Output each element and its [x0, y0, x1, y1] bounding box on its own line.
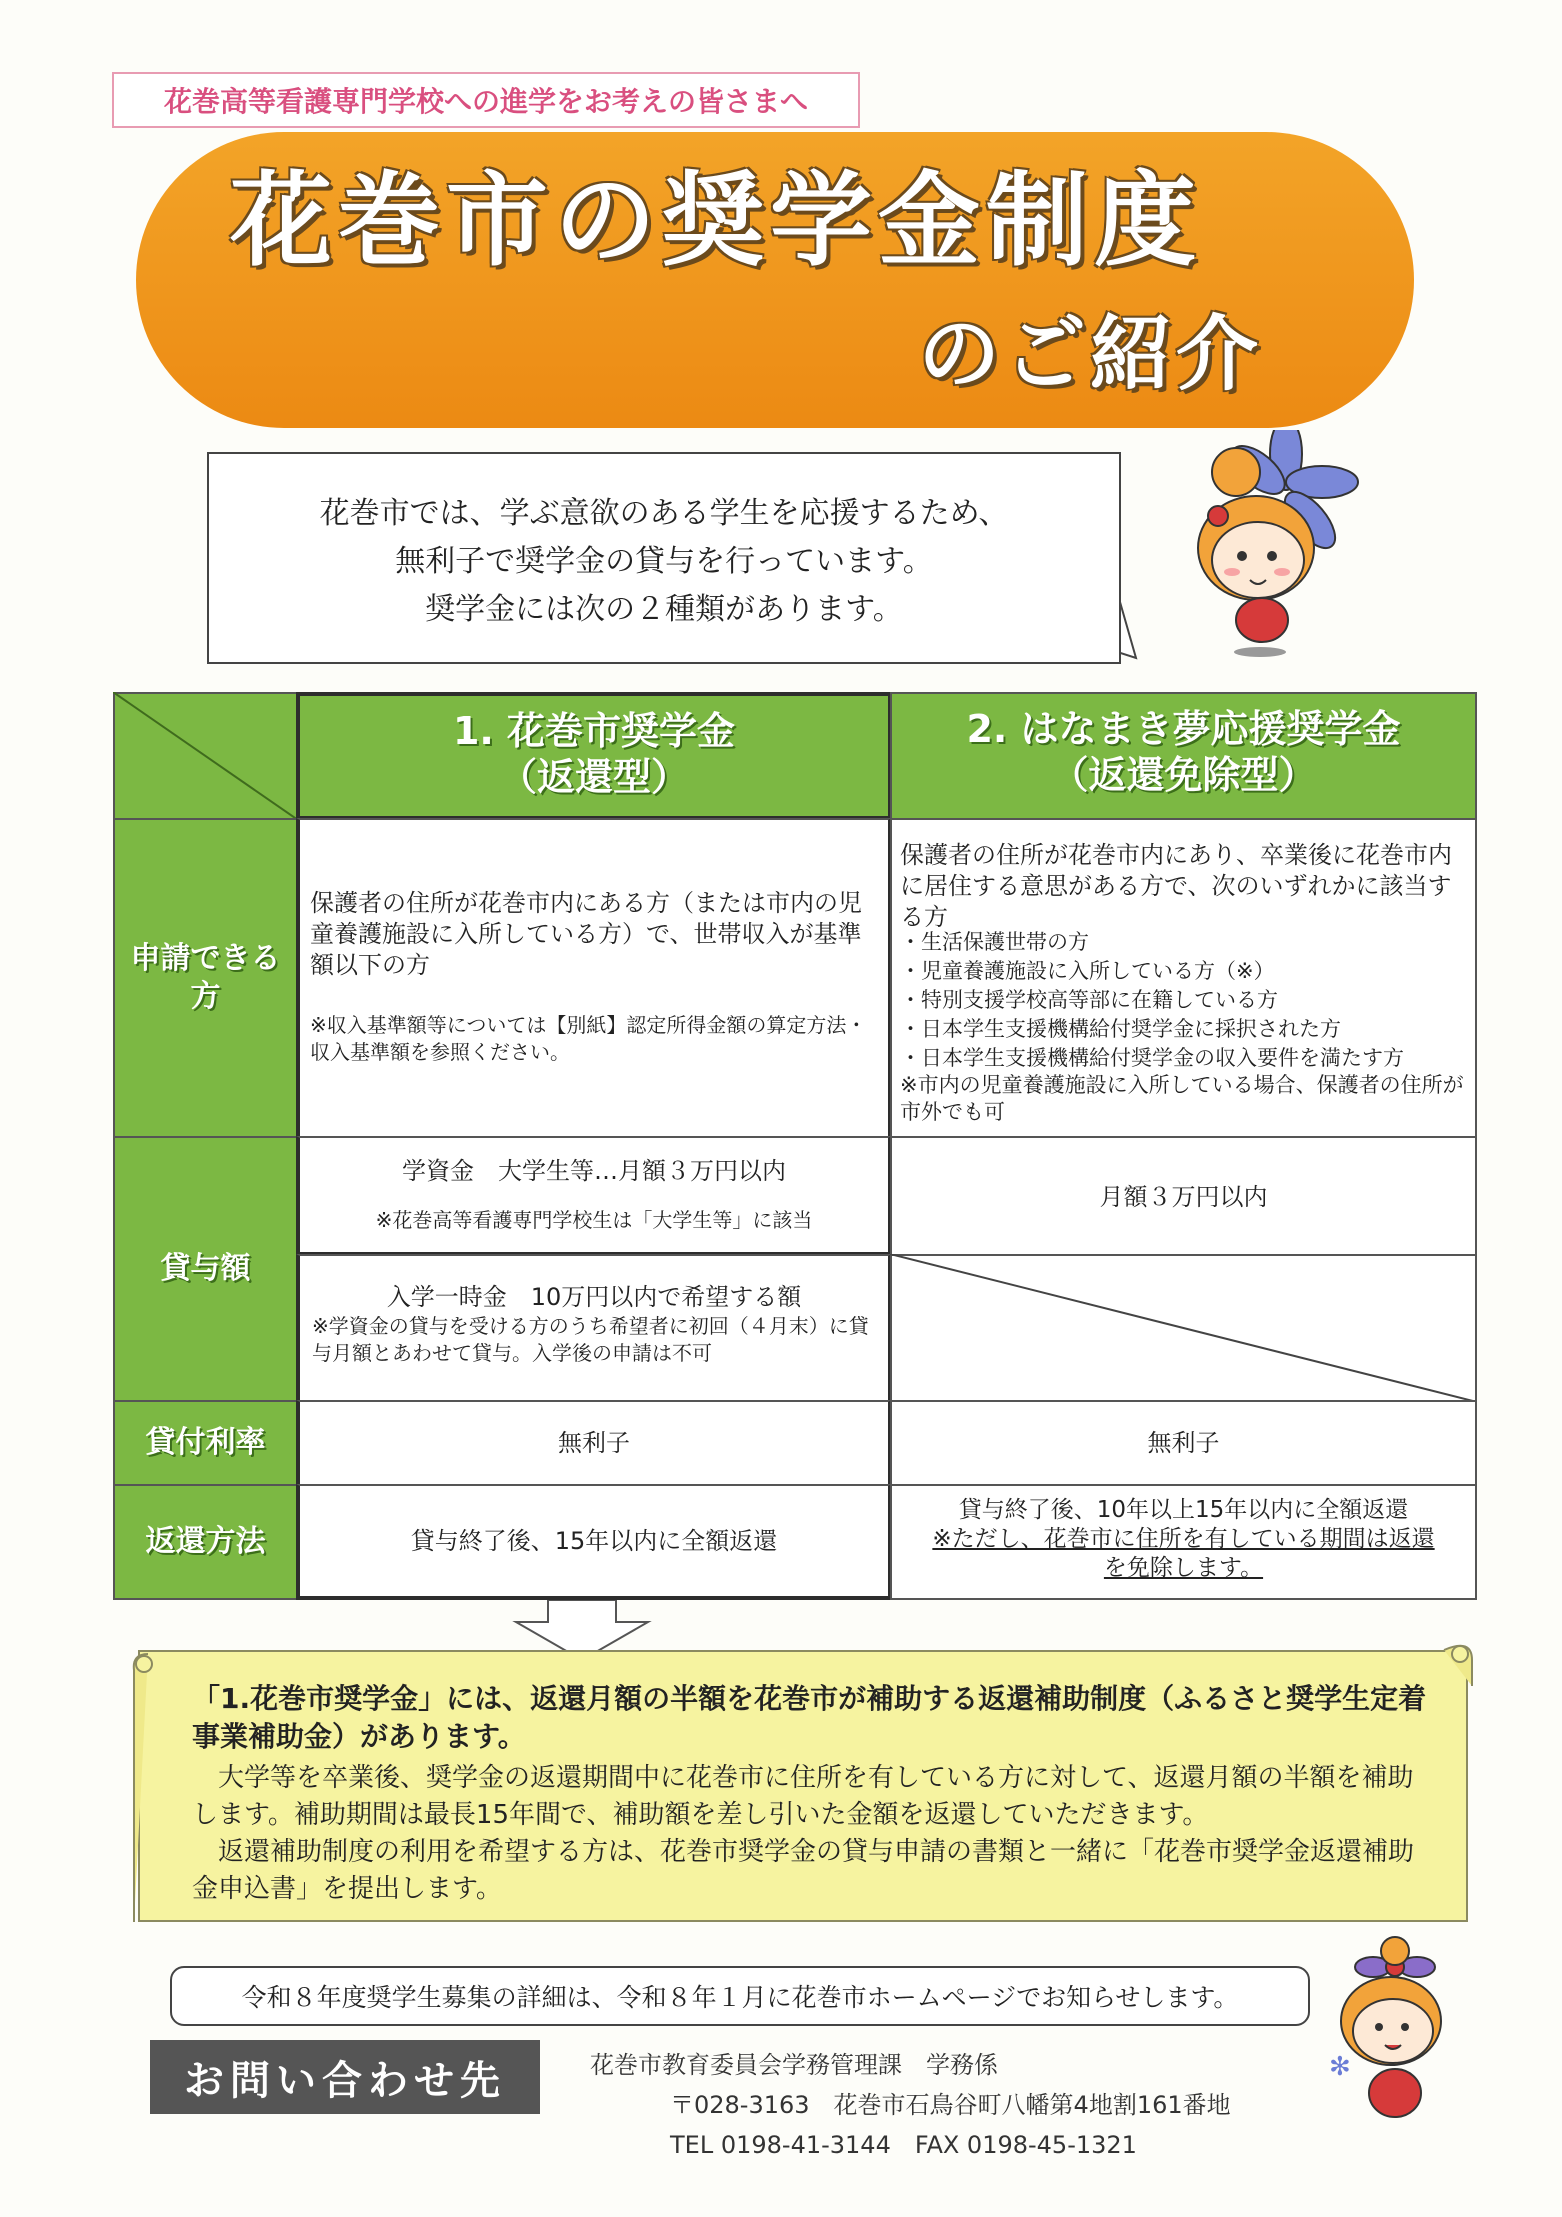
col1-subtitle: （返還型） — [498, 755, 689, 799]
scroll-curl-left — [128, 1640, 168, 1932]
col1-header — [296, 692, 892, 820]
col2-subtitle: （返還免除型） — [1050, 753, 1317, 797]
col2-header — [890, 692, 1477, 820]
subsidy-para1: 大学等を卒業後、奨学金の返還期間中に花巻市に住所を有している方に対して、返還月額の半額を補助します。補助期間は最長15年間で、補助額を差し引いた金額を返還していただきます。 — [192, 1763, 1414, 1830]
scroll-curl-right — [1438, 1630, 1478, 1690]
amount-col2-monthly-cell — [890, 1136, 1477, 1256]
list-item: ・生活保護世帯の方 — [900, 930, 1089, 954]
interest-col1: 無利子 — [558, 1429, 630, 1457]
intro-line-3: 奨学金には次の２種類があります。 — [425, 592, 903, 627]
col2-title: 2. はなまき夢応援奨学金 — [966, 707, 1401, 751]
mascot-icon — [1178, 430, 1368, 660]
list-item: ・特別支援学校高等部に在籍している方 — [900, 988, 1278, 1012]
row-label-eligible — [113, 818, 298, 1138]
contact-department: 花巻市教育委員会学務管理課 学務係 — [590, 2051, 998, 2079]
intro-line-1: 花巻市では、学ぶ意欲のある学生を応援するため、 — [319, 496, 1009, 531]
row-label-eligible-line2: 方 — [190, 979, 221, 1014]
eligible-col2-note: ※市内の児童養護施設に入所している場合、保護者の住所が市外でも可 — [900, 1073, 1464, 1124]
eligible-col2-text: 保護者の住所が花巻市内にあり、卒業後に花巻市内に居住する意思がある方で、次のいずれかに該当する方 — [900, 841, 1452, 931]
eligible-col1-note: ※収入基準額等については【別紙】認定所得金額の算定方法・収入基準額を参照ください。 — [310, 1013, 867, 1064]
page-title: 花巻市の奨学金制度 — [230, 162, 1202, 281]
repayment-col2-cell — [890, 1484, 1477, 1600]
contact-label: お問い合わせ先 — [150, 2040, 540, 2114]
amount-col1-lump-note: ※学資金の貸与を受ける方のうち希望者に初回（４月末）に貸与月額とあわせて貸与。入学後の申請は不可 — [312, 1314, 869, 1365]
empty-cell-diagonal — [890, 1254, 1477, 1402]
contact-address: 〒028-3163 花巻市石鳥谷町八幡第4地割161番地 — [670, 2091, 1231, 2119]
interest-col1-cell — [296, 1400, 892, 1486]
list-item: ・児童養護施設に入所している方（※） — [900, 959, 1275, 983]
subsidy-scroll — [138, 1650, 1468, 1922]
amount-col2-monthly: 月額３万円以内 — [1099, 1183, 1268, 1211]
eligible-col1-text: 保護者の住所が花巻市内にある方（または市内の児童養護施設に入所している方）で、世帯収入が基準額以下の方 — [310, 889, 862, 979]
subsidy-para2: 返還補助制度の利用を希望する方は、花巻市奨学金の貸与申請の書類と一緒に「花巻市奨学金返還補助金申込書」を提出します。 — [192, 1837, 1415, 1904]
mascot-small-icon — [1325, 1935, 1465, 2135]
row-label-amount: 貸与額 — [113, 1136, 298, 1402]
interest-col2-cell — [890, 1400, 1477, 1486]
repayment-col1-cell — [296, 1484, 892, 1600]
amount-col1-lump-cell — [296, 1254, 892, 1402]
pretitle-label: 花巻高等看護専門学校への進学をお考えの皆さまへ — [112, 72, 860, 128]
list-item: ・日本学生支援機構給付奨学金の収入要件を満たす方 — [900, 1046, 1404, 1070]
row-label-repayment: 返還方法 — [113, 1484, 298, 1600]
svg-text:✻: ✻ — [1329, 2052, 1351, 2082]
recruitment-notice: 令和８年度奨学生募集の詳細は、令和８年１月に花巻市ホームページでお知らせします。 — [170, 1966, 1310, 2026]
contact-phone: TEL 0198-41-3144 FAX 0198-45-1321 — [670, 2131, 1137, 2159]
amount-col1-monthly: 学資金 大学生等…月額３万円以内 — [402, 1157, 786, 1185]
interest-col2: 無利子 — [1147, 1429, 1220, 1457]
eligible-col2-cell — [890, 818, 1477, 1138]
intro-text — [207, 490, 1121, 634]
amount-col1-lump: 入学一時金 10万円以内で希望する額 — [386, 1283, 802, 1311]
intro-line-2: 無利子で奨学金の貸与を行っています。 — [395, 544, 933, 579]
repayment-col2-line1: 貸与終了後、10年以上15年以内に全額返還 — [958, 1497, 1409, 1523]
subsidy-heading: 「1.花巻市奨学金」には、返還月額の半額を花巻市が補助する返還補助制度（ふるさと奨学生定着事業補助金）があります。 — [192, 1682, 1427, 1753]
row-label-interest: 貸付利率 — [113, 1400, 298, 1486]
repayment-col2-line2: ※ただし、花巻市に住所を有している期間は返還 — [932, 1526, 1435, 1552]
list-item: ・日本学生支援機構給付奨学金に採択された方 — [900, 1017, 1341, 1041]
corner-diagonal — [113, 692, 298, 820]
amount-col1-monthly-cell — [296, 1136, 892, 1256]
amount-col1-monthly-note: ※花巻高等看護専門学校生は「大学生等」に該当 — [375, 1208, 813, 1232]
repayment-col1: 貸与終了後、15年以内に全額返還 — [410, 1527, 778, 1555]
repayment-col2-line3: を免除します。 — [1103, 1555, 1264, 1581]
page-subtitle: のご紹介 — [918, 307, 1263, 402]
eligible-col1-cell — [296, 818, 892, 1138]
row-label-eligible-line1: 申請できる — [130, 941, 281, 976]
col1-title: 1. 花巻市奨学金 — [452, 709, 736, 753]
eligible-col2-list — [900, 928, 1468, 1073]
